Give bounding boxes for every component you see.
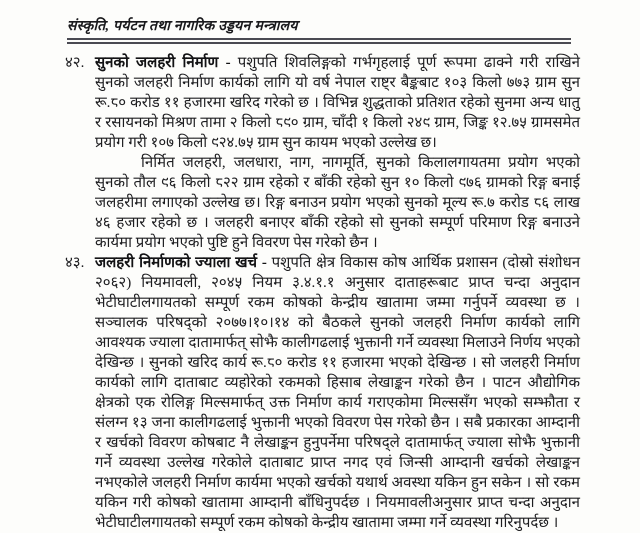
paragraph-42-number: ४२. xyxy=(65,55,85,71)
paragraph-42 xyxy=(65,53,580,253)
paragraph-43-lead xyxy=(95,253,580,533)
paragraph-42-text: पशुपति शिवलिङ्गको गर्भगृहलाई पूर्ण रूपमा ढाक्ने गरी राखिने सुनको जलहरी निर्माण कार्यको लागि यो वर्ष नेपाल राष्ट्र बैङ्कबाट १०३ किलो ७७३ ग्राम सुन रू.८० करोड ११ हजारमा खरिद गरेको छ । विभिन्न शुद्धताको प्रतिशत रहेको सुनमा अन्य धातु र रसायनको मिश्रण तामा २ किलो ८९० ग्राम, चाँदी १ किलो २४९ ग्राम, जिङ्क १२.७५ ग्रामसमेत प्रयोग गरी १०७ किलो ९२४.७५ ग्राम सुन कायम भएको उल्लेख छ। xyxy=(95,55,581,151)
document-body xyxy=(65,53,580,533)
paragraph-42-continuation: निर्मित जलहरी, जलधारा, नाग, नागमूर्ति, सुनको किलालगायतमा प्रयोग भएको सुनको तौल ९६ किलो ८२२ ग्राम रहेको र बाँकी रहेको सुन १० किलो ९७६ ग्रामको रिङ्ग बनाई जलहरीमा लगाएको उल्लेख छ। रिङ्ग बनाउन प्रयोग भएको सुनको मूल्य रू.७ करोड ८६ लाख ४६ हजार रहेको छ । जलहरी बनाएर बाँकी रहेको सो सुनको सम्पूर्ण परिमाण रिङ्ग बनाउने कार्यमा प्रयोग भएको पुष्टि हुने विवरण पेस गरेको छैन । xyxy=(95,155,580,251)
ministry-name: संस्कृति, पर्यटन तथा नागरिक उड्डयन मन्त्रालय xyxy=(67,19,298,34)
ministry-header xyxy=(67,16,576,44)
paragraph-43-number: ४३. xyxy=(65,255,85,271)
header-double-rule xyxy=(67,38,571,44)
paragraph-43-title: जलहरी निर्माणको ज्याला खर्च xyxy=(95,255,258,271)
paragraph-42-lead xyxy=(95,53,580,153)
paragraph-43 xyxy=(65,253,580,533)
paragraph-43-dash: - xyxy=(261,255,267,271)
paragraph-42-title: सुनको जलहरी निर्माण xyxy=(95,55,219,71)
paragraph-43-text: पशुपति क्षेत्र विकास कोष आर्थिक प्रशासन (दोस्रो संशोधन २०६२) नियमावली, २०४५ नियम ३.४.१.१ अनुसार दाताहरूबाट प्राप्त चन्दा अनुदान भेटीघाटीलगायतको सम्पूर्ण रकम कोषको केन्द्रीय खातामा जम्मा गर्नुपर्ने व्यवस्था छ । सञ्चालक परिषद्को २०७७।१०।१४ को बैठकले सुनको जलहरी निर्माण कार्यको लागि आवश्यक ज्याला दातामार्फत् सोझै कालीगढलाई भुक्तानी गर्ने व्यवस्था मिलाउने निर्णय भएको देखिन्छ । सुनको खरिद कार्य रू.८० करोड ११ हजारमा भएको देखिन्छ । सो जलहरी निर्माण कार्यको लागि दाताबाट व्यहोरेको रकमको हिसाब लेखाङ्कन गरेको छैन । पाटन औद्योगिक क्षेत्रको एक रोलिङ्ग मिल्समार्फत् उक्त निर्माण कार्य गराएकोमा मिल्ससँग भएको सम्झौता र संलग्न १३ जना कालीगढलाई भुक्तानी भएको विवरण पेस गरेको छैन । सबै प्रकारका आम्दानी र खर्चको विवरण कोषबाट नै लेखाङ्कन हुनुपर्नेमा परिषद्ले दातामार्फत् ज्याला सोझै भुक्तानी गर्ने व्यवस्था उल्लेख गरेकोले दाताबाट प्राप्त नगद एवं जिन्सी आम्दानी खर्चको लेखाङ्कन नभएकोले जलहरी निर्माण कार्यमा भएको खर्चको यथार्थ अवस्था यकिन हुन सकेन । सो रकम यकिन गरी कोषको खातामा आम्दानी बाँधिनुपर्दछ । नियमावलीअनुसार प्राप्त चन्दा अनुदान भेटीघाटीलगायतको सम्पूर्ण रकम कोषको केन्द्रीय खातामा जम्मा गर्ने व्यवस्था गरिनुपर्दछ । xyxy=(95,255,581,531)
paragraph-42-dash: - xyxy=(225,55,231,71)
